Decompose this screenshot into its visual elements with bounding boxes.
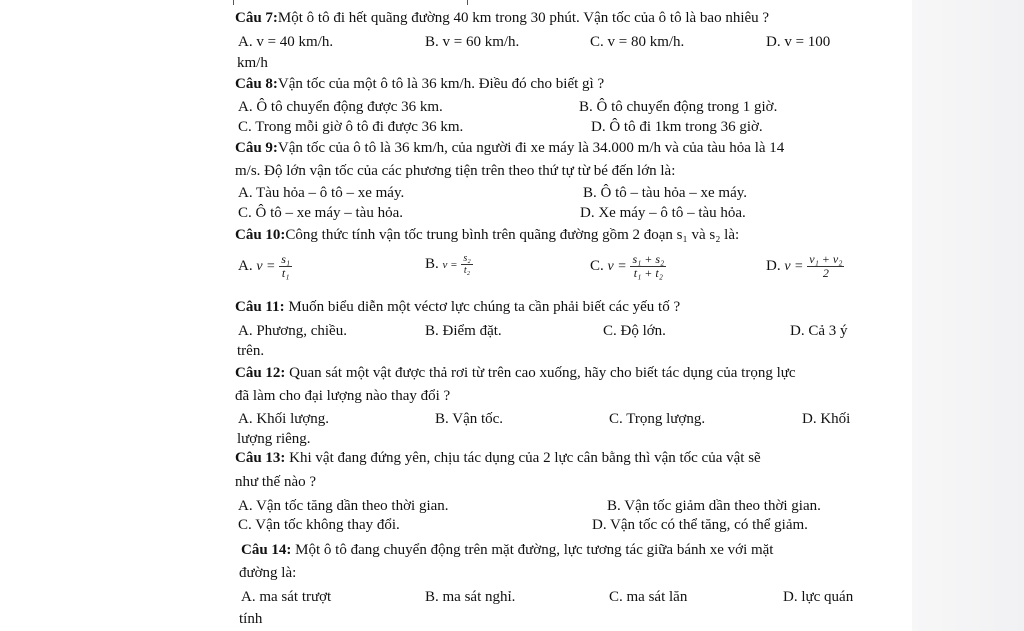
fraction-denominator: t₂	[463, 265, 471, 276]
q10-option-c-prefix: C.	[590, 257, 604, 274]
question-11-label: Câu 11:	[235, 299, 285, 315]
q8-option-d: D. Ô tô đi 1km trong 36 giờ.	[591, 119, 763, 135]
q14-option-d: D. lực quán	[783, 589, 854, 605]
question-8	[235, 75, 604, 93]
q10-option-a-lhs: v =	[256, 258, 276, 274]
q10-option-c-fraction	[630, 253, 666, 280]
question-10-label: Câu 10:	[235, 227, 286, 243]
fraction-denominator: 2	[822, 266, 829, 280]
question-12-text-line-1: Quan sát một vật được thả rơi từ trên cao xuống, hãy cho biết tác dụng của trọng lực	[285, 365, 796, 381]
question-11-text: Muốn biểu diễn một véctơ lực chúng ta cần phải biết các yếu tố ?	[284, 299, 681, 315]
q10-option-d-prefix: D.	[766, 257, 781, 274]
q10-option-d-fraction	[807, 253, 844, 280]
q10-option-b-prefix: B.	[425, 255, 439, 272]
q10-option-a-fraction	[279, 253, 292, 280]
q13-option-c: C. Vận tốc không thay đổi.	[238, 517, 400, 533]
q11-option-c: C. Độ lớn.	[603, 323, 666, 339]
question-14-text-line-1: Một ô tô đang chuyển động trên mặt đường, lực tương tác giữa bánh xe với mặt	[291, 542, 774, 558]
question-7-label: Câu 7:	[235, 10, 278, 26]
fraction-numerator: s₂	[463, 253, 471, 264]
q9-option-b: B. Ô tô – tàu hỏa – xe máy.	[583, 185, 747, 201]
question-9-text-line-2: m/s. Độ lớn vận tốc của các phương tiện trên theo thứ tự từ bé đến lớn là:	[235, 163, 676, 179]
tick-mark	[233, 0, 234, 5]
q12-option-d-wrap: lượng riêng.	[237, 431, 311, 447]
q12-option-b: B. Vận tốc.	[435, 411, 504, 427]
q10-option-b-lhs: v =	[442, 258, 458, 271]
q10-option-c-lhs: v =	[607, 258, 627, 274]
question-12	[235, 364, 796, 382]
q14-option-b: B. ma sát nghỉ.	[425, 589, 516, 605]
question-12-label: Câu 12:	[235, 365, 286, 381]
question-10-text: Công thức tính vận tốc trung bình trên quãng đường gồm 2 đoạn s₁ và s₂ là:	[285, 227, 740, 243]
q8-option-c: C. Trong mỗi giờ ô tô đi được 36 km.	[238, 119, 464, 135]
q7-option-d-wrap: km/h	[237, 55, 268, 71]
question-11	[235, 298, 680, 316]
q12-option-a: A. Khối lượng.	[238, 411, 330, 427]
q14-option-c: C. ma sát lăn	[609, 589, 688, 605]
question-14-label: Câu 14:	[241, 542, 292, 558]
question-9-label: Câu 9:	[235, 140, 278, 156]
q9-option-d: D. Xe máy – ô tô – tàu hỏa.	[580, 205, 746, 221]
q10-option-c	[590, 253, 666, 280]
q10-option-b-fraction	[461, 253, 472, 276]
q11-option-d-wrap: trên.	[237, 343, 265, 359]
tick-mark	[467, 0, 468, 5]
question-13-text-line-1: Khi vật đang đứng yên, chịu tác dụng của 2 lực cân bằng thì vận tốc của vật sẽ	[285, 450, 761, 466]
fraction-denominator: t₁	[281, 266, 290, 280]
question-7-text: Một ô tô đi hết quãng đường 40 km trong 30 phút. Vận tốc của ô tô là bao nhiêu ?	[277, 10, 770, 26]
question-12-text-line-2: đã làm cho đại lượng nào thay đổi ?	[235, 388, 451, 404]
top-edge-marks	[235, 0, 875, 6]
q11-option-a: A. Phương, chiều.	[238, 323, 347, 339]
question-13-label: Câu 13:	[235, 450, 286, 466]
question-9	[235, 139, 784, 157]
q10-option-d-lhs: v =	[784, 258, 804, 274]
fraction-denominator: t₁ + t₂	[633, 266, 663, 280]
q9-option-c: C. Ô tô – xe máy – tàu hỏa.	[238, 205, 403, 221]
fraction-numerator: s₁ + s₂	[632, 252, 665, 266]
question-14	[241, 541, 773, 559]
q12-option-c: C. Trọng lượng.	[609, 411, 706, 427]
question-8-label: Câu 8:	[235, 76, 278, 92]
right-margin-shade	[912, 0, 1024, 631]
q10-option-b	[425, 253, 473, 276]
q10-option-a-prefix: A.	[238, 257, 253, 274]
question-10	[235, 226, 739, 244]
fraction-numerator: s₁	[281, 252, 291, 266]
q7-option-d: D. v = 100	[766, 34, 831, 50]
q7-option-b: B. v = 60 km/h.	[425, 34, 520, 50]
q14-option-a: A. ma sát trượt	[241, 589, 332, 605]
question-9-text-line-1: Vận tốc của ô tô là 36 km/h, của người đi xe máy là 34.000 m/h và của tàu hỏa là 14	[277, 140, 785, 156]
question-13	[235, 449, 761, 467]
q7-option-a: A. v = 40 km/h.	[238, 34, 334, 50]
q13-option-b: B. Vận tốc giảm dần theo thời gian.	[607, 498, 821, 514]
q12-option-d: D. Khối	[802, 411, 851, 427]
q8-option-a: A. Ô tô chuyển động được 36 km.	[238, 99, 443, 115]
q10-option-a	[238, 253, 292, 280]
q7-option-c: C. v = 80 km/h.	[590, 34, 685, 50]
question-7	[235, 9, 769, 27]
q14-option-d-wrap: tính	[239, 611, 263, 627]
q9-option-a: A. Tàu hỏa – ô tô – xe máy.	[238, 185, 405, 201]
q11-option-d: D. Cả 3 ý	[790, 323, 848, 339]
q10-option-d	[766, 253, 844, 280]
q13-option-a: A. Vận tốc tăng dần theo thời gian.	[238, 498, 449, 514]
question-13-text-line-2: như thế nào ?	[235, 474, 317, 490]
q8-option-b: B. Ô tô chuyển động trong 1 giờ.	[579, 99, 778, 115]
q11-option-b: B. Điểm đặt.	[425, 323, 502, 339]
fraction-numerator: v₁ + v₂	[809, 252, 843, 266]
document-page	[235, 0, 875, 631]
question-8-text: Vận tốc của một ô tô là 36 km/h. Điều đó cho biết gì ?	[277, 76, 605, 92]
question-14-text-line-2: đường là:	[239, 565, 297, 581]
q13-option-d: D. Vận tốc có thể tăng, có thể giảm.	[592, 517, 808, 533]
